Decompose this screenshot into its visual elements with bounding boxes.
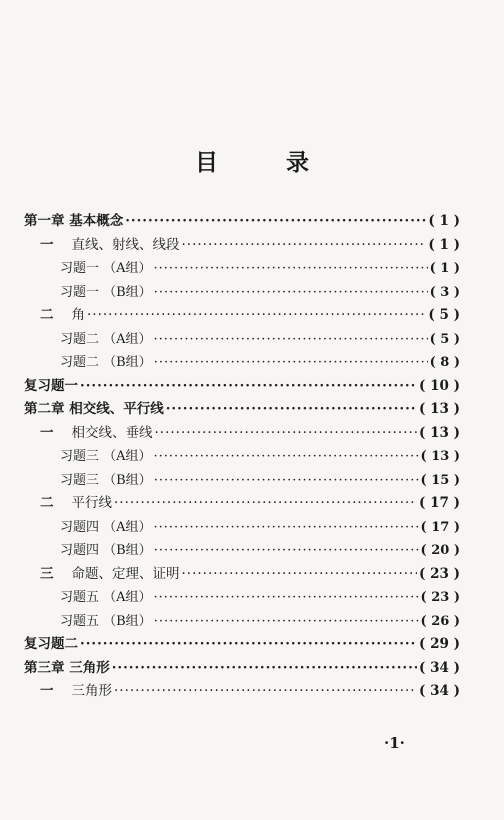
toc-entry-page: ( 13 )	[420, 449, 460, 464]
toc-entry-title: 习题四 （A组）	[60, 519, 152, 535]
toc-entry-page: ( 23 )	[420, 590, 460, 605]
toc-entry-number: 一	[40, 424, 54, 441]
toc-entry-page: ( 26 )	[420, 613, 460, 629]
dot-leader	[154, 516, 419, 540]
dot-leader	[182, 563, 418, 587]
dot-leader	[155, 422, 418, 446]
toc-entry-page: ( 20 )	[420, 543, 460, 558]
toc-entry[interactable]	[24, 351, 460, 375]
toc-entry-title: 角	[71, 307, 85, 323]
toc-entry-title: 习题一 （A组）	[60, 261, 152, 276]
toc-entry-title: 习题一 （B组）	[60, 284, 152, 300]
toc-entry[interactable]	[24, 633, 460, 657]
dot-leader	[125, 210, 426, 234]
toc-entry[interactable]	[24, 469, 460, 493]
toc-entry-title: 相交线、垂线	[71, 424, 153, 441]
toc-entry-number: 二	[40, 307, 54, 323]
dot-leader	[80, 633, 417, 657]
toc-entry-title: 复习题二	[24, 636, 78, 652]
dot-leader	[80, 375, 417, 399]
toc-entry-title: 习题四 （B组）	[60, 543, 152, 558]
toc-entry-title: 平行线	[71, 495, 112, 511]
toc-entry-page: ( 17 )	[420, 519, 460, 535]
toc-entry-title: 习题三 （A组）	[60, 449, 152, 464]
dot-leader	[112, 657, 417, 681]
toc-entry-page: ( 5 )	[428, 307, 460, 323]
toc-entry-page: ( 13 )	[419, 424, 460, 441]
page-title: 目 录	[194, 150, 339, 176]
toc-entry[interactable]	[24, 304, 460, 328]
toc-entry-page: ( 23 )	[419, 565, 460, 582]
dot-leader	[154, 328, 428, 352]
toc-entry[interactable]	[24, 563, 460, 587]
page-number-footer: ·1·	[384, 734, 405, 752]
toc-entry-page: ( 17 )	[419, 495, 460, 511]
dot-leader	[154, 469, 419, 493]
toc-entry-page: ( 8 )	[429, 355, 460, 370]
toc-entry[interactable]	[24, 492, 460, 516]
toc-entry[interactable]	[24, 539, 460, 563]
toc-entry-number: 二	[40, 495, 54, 511]
table-of-contents	[24, 210, 460, 704]
toc-entry[interactable]	[24, 257, 460, 281]
dot-leader	[166, 398, 417, 422]
dot-leader	[154, 586, 419, 610]
toc-entry-number: 一	[40, 236, 54, 253]
toc-entry-title: 习题五 （A组）	[60, 590, 152, 605]
toc-entry-title: 复习题一	[24, 377, 78, 394]
dot-leader	[154, 610, 419, 634]
dot-leader	[114, 492, 417, 516]
toc-entry[interactable]	[24, 281, 460, 305]
toc-entry-number: 三	[40, 565, 54, 582]
toc-entry-title: 习题五 （B组）	[60, 613, 152, 629]
dot-leader	[114, 680, 417, 704]
toc-entry-page: ( 10 )	[419, 377, 460, 394]
toc-entry-page: ( 34 )	[419, 683, 460, 699]
toc-entry-page: ( 29 )	[419, 636, 460, 652]
toc-entry-title: 命题、定理、证明	[71, 565, 180, 582]
dot-leader	[182, 234, 427, 258]
toc-entry-page: ( 15 )	[420, 472, 460, 488]
toc-entry[interactable]	[24, 210, 460, 234]
toc-entry-page: ( 1 )	[429, 261, 460, 276]
toc-entry[interactable]	[24, 680, 460, 704]
toc-entry[interactable]	[24, 422, 460, 446]
toc-entry-page: ( 1 )	[428, 213, 460, 229]
dot-leader	[154, 257, 428, 281]
toc-entry[interactable]	[24, 657, 460, 681]
toc-entry-title: 习题二 （A组）	[60, 331, 152, 347]
dot-leader	[154, 445, 419, 469]
toc-entry-title: 习题二 （B组）	[60, 355, 152, 370]
toc-entry-number: 一	[40, 683, 54, 699]
toc-entry[interactable]	[24, 375, 460, 399]
toc-entry[interactable]	[24, 234, 460, 258]
toc-entry-title: 直线、射线、线段	[71, 236, 180, 253]
toc-entry-page: ( 3 )	[429, 284, 460, 300]
toc-entry-page: ( 13 )	[419, 401, 460, 417]
toc-entry[interactable]	[24, 398, 460, 422]
toc-entry[interactable]	[24, 586, 460, 610]
toc-entry-title: 第三章 三角形	[24, 659, 110, 676]
toc-entry-page: ( 34 )	[419, 659, 460, 676]
toc-entry-title: 习题三 （B组）	[60, 472, 152, 488]
toc-entry-page: ( 5 )	[429, 331, 460, 347]
dot-leader	[154, 281, 428, 305]
toc-entry-title: 第一章 基本概念	[24, 213, 124, 229]
dot-leader	[154, 351, 428, 375]
dot-leader	[87, 304, 426, 328]
toc-entry-title: 第二章 相交线、平行线	[24, 401, 164, 417]
toc-entry[interactable]	[24, 516, 460, 540]
toc-entry[interactable]	[24, 610, 460, 634]
toc-entry-page: ( 1 )	[428, 236, 460, 253]
dot-leader	[154, 539, 419, 563]
toc-entry[interactable]	[24, 445, 460, 469]
toc-entry-title: 三角形	[71, 683, 112, 699]
toc-entry[interactable]	[24, 328, 460, 352]
